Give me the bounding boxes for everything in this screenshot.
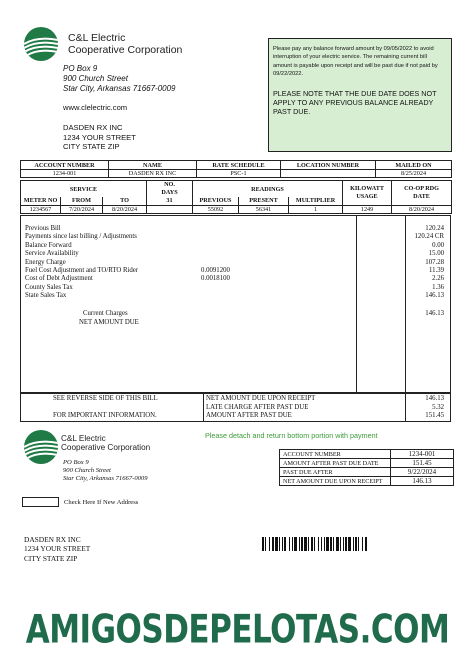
new-address-label: Check Here If New Address [64,499,139,506]
charge-row [21,250,450,258]
charge-description: Cost of Debt Adjustment [25,275,93,283]
stub-amount-after-label: AMOUNT AFTER PAST DUE DATE [280,459,391,468]
stub-company-address [63,459,148,483]
company-name [68,33,182,56]
coop-rdg-date-header [392,181,452,206]
stub-past-due-label: PAST DUE AFTER [280,468,391,477]
stub-account-label: ACCOUNT NUMBER [280,450,391,459]
new-address-checkbox[interactable] [22,497,59,507]
to-value: 8/20/2024 [103,205,147,213]
charge-row [21,275,450,283]
amount-due-labels [206,395,315,421]
stub-row-past-due [280,468,454,477]
account-table [20,160,452,178]
coop-rdg-date-value: 8/20/2024 [392,205,452,213]
charge-description: State Sales Tax [25,292,67,300]
stub-company-name [61,434,150,452]
days-header: DAYS [161,189,178,196]
mailed-on-header: MAILED ON [376,161,452,170]
late-charge-label: LATE CHARGE AFTER PAST DUE [206,403,309,411]
charge-rate: 0.0018100 [201,275,230,283]
stub-past-due-value: 9/22/2024 [391,468,454,477]
service-header: SERVICE [21,181,147,198]
charge-amount: 11.39 [428,267,444,274]
present-header: PRESENT [239,197,289,205]
mailed-on-value: 8/25/2024 [376,170,452,178]
meter-table [20,180,452,214]
coop-header-line2: DATE [413,192,430,200]
no-days-header [147,181,193,198]
rate-schedule-value: PSC-1 [197,170,281,178]
charge-amount: 0.00 [432,241,444,249]
account-number-header: ACCOUNT NUMBER [21,161,109,170]
charge-amount: 120.24 [425,225,444,232]
company-address-line2: 900 Church Street [63,74,128,83]
name-header: NAME [109,161,197,170]
barcode [262,537,454,551]
previous-value: 55092 [193,205,239,213]
previous-header: PREVIOUS [193,197,239,205]
charges-box [20,215,451,393]
charge-description: Service Availability [25,250,79,258]
company-address-line1: PO Box 9 [63,64,98,73]
charge-row [21,242,450,250]
charge-amount: 107.28 [425,258,444,266]
days-cell [147,205,193,213]
kwh-usage-header [343,181,392,206]
rate-schedule-header: RATE SCHEDULE [197,161,281,170]
charge-amount: 1.36 [432,283,444,291]
company-name-line1: C&L Electric [68,32,126,44]
charge-amount: 2.26 [432,275,444,283]
no-header: NO. [164,181,175,188]
stub-row-account [280,450,454,459]
coop-header-line1: CO-OP RDG [404,184,439,192]
amount-due-values [425,395,444,421]
notice-paragraph2: PLEASE NOTE THAT THE DUE DATE DOES NOT APPLY TO ANY PREVIOUS BALANCE ALREADY PAST DUE. [273,88,437,117]
stub-address-line1: PO Box 9 [63,459,89,466]
company-address [63,64,176,94]
late-charge-value: 5.32 [432,403,444,411]
readings-header: READINGS [193,181,343,198]
net-amount-due-label: NET AMOUNT DUE [79,319,139,326]
watermark: AMIGOSDEPELOTAS.COM [25,607,450,653]
charge-rate: 0.0091200 [201,267,230,274]
charge-description: Previous Bill [25,225,61,232]
amount-after-past-due-label: AMOUNT AFTER PAST DUE [206,412,292,420]
kwh-header-line1: KILOWATT [350,184,384,192]
stub-customer-address [24,535,90,563]
amount-due-box [20,393,451,422]
customer-name: DASDEN RX INC [63,123,123,132]
charge-amount: 120.24 CR [414,233,444,241]
stub-customer-city: CITY STATE ZIP [24,553,78,563]
company-website[interactable]: www.clelectric.com [63,103,128,112]
customer-city: CITY STATE ZIP [63,142,120,152]
account-number-value: 1234-001 [21,170,109,178]
stub-row-amount-after [280,459,454,468]
company-name-line2: Cooperative Corporation [68,43,183,56]
stub-company-name-line2: Cooperative Corporation [61,443,151,452]
net-amount-receipt-label: NET AMOUNT DUE UPON RECEIPT [206,395,316,402]
charge-description: Energy Charge [25,258,66,266]
multiplier-value: 1 [289,205,343,213]
stub-customer-street: 1234 YOUR STREET [24,544,91,554]
charge-amount: 15.00 [428,250,444,258]
charge-row [21,233,450,241]
charge-amount: 146.13 [425,292,444,300]
customer-street: 1234 YOUR STREET [63,132,136,142]
stub-row-net-amount [280,477,454,486]
detach-instruction: Please detach and return bottom portion with payment [205,431,378,440]
stub-account-value: 1234-001 [391,450,454,459]
charge-row [21,284,450,292]
stub-customer-name: DASDEN RX INC [24,535,81,544]
location-number-header: LOCATION NUMBER [281,161,376,170]
from-value: 7/20/2024 [61,205,103,213]
notice-paragraph1: Please pay any balance forward amount by 09/05/2022 to avoid interruption of your electric service. The remaining current bill amount is payable upon receipt and will be past due if not paid by 09/22/2022. [273,46,438,78]
current-charges-row [21,310,450,318]
stub-amount-after-value: 151.45 [391,459,454,468]
kwh-usage-value: 1249 [343,205,392,213]
stub-company-name-line1: C&L Electric [61,434,106,443]
current-charges-label: Current Charges [83,310,128,317]
amount-after-past-due-value: 151.45 [425,412,444,420]
charge-description: Fuel Cost Adjustment and TO/RTO Rider [25,267,139,274]
present-value: 56341 [239,205,289,213]
name-value: DASDEN RX INC [109,170,197,178]
kwh-header-line2: USAGE [356,192,378,200]
charge-row [21,292,450,300]
customer-address [63,123,136,152]
location-number-value [281,170,376,178]
from-header: FROM [61,197,103,205]
stub-summary-table [279,449,454,486]
company-logo-icon [24,27,58,61]
charge-row [21,259,450,267]
multiplier-header: MULTIPLIER [289,197,343,205]
stub-address-line3: Star City, Arkansas 71667-0009 [63,475,148,482]
charge-description: Payments since last billing / Adjustments [25,233,137,241]
current-charges-amount: 146.13 [425,310,444,317]
meter-no-value: 1234567 [21,205,61,213]
charge-description: County Sales Tax [25,283,73,291]
stub-logo-icon [24,430,58,464]
charge-row [21,267,450,275]
days-value: 31 [147,197,193,205]
stub-address-line2: 900 Church Street [63,467,111,474]
charge-row [21,225,450,233]
charge-description: Balance Forward [25,241,72,249]
net-amount-receipt-value: 146.13 [425,395,444,402]
reverse-side-line1: SEE REVERSE SIDE OF THIS BILL [53,395,158,402]
net-amount-due-row [21,319,450,327]
reverse-side-line2: FOR IMPORTANT INFORMATION. [53,412,157,419]
stub-net-amount-value: 146.13 [391,477,454,486]
meter-no-header: METER NO [21,197,61,205]
to-header: TO [103,197,147,205]
stub-net-amount-label: NET AMOUNT DUE UPON RECEIPT [280,477,391,486]
company-address-line3: Star City, Arkansas 71667-0009 [63,84,176,93]
payment-notice [268,38,452,152]
